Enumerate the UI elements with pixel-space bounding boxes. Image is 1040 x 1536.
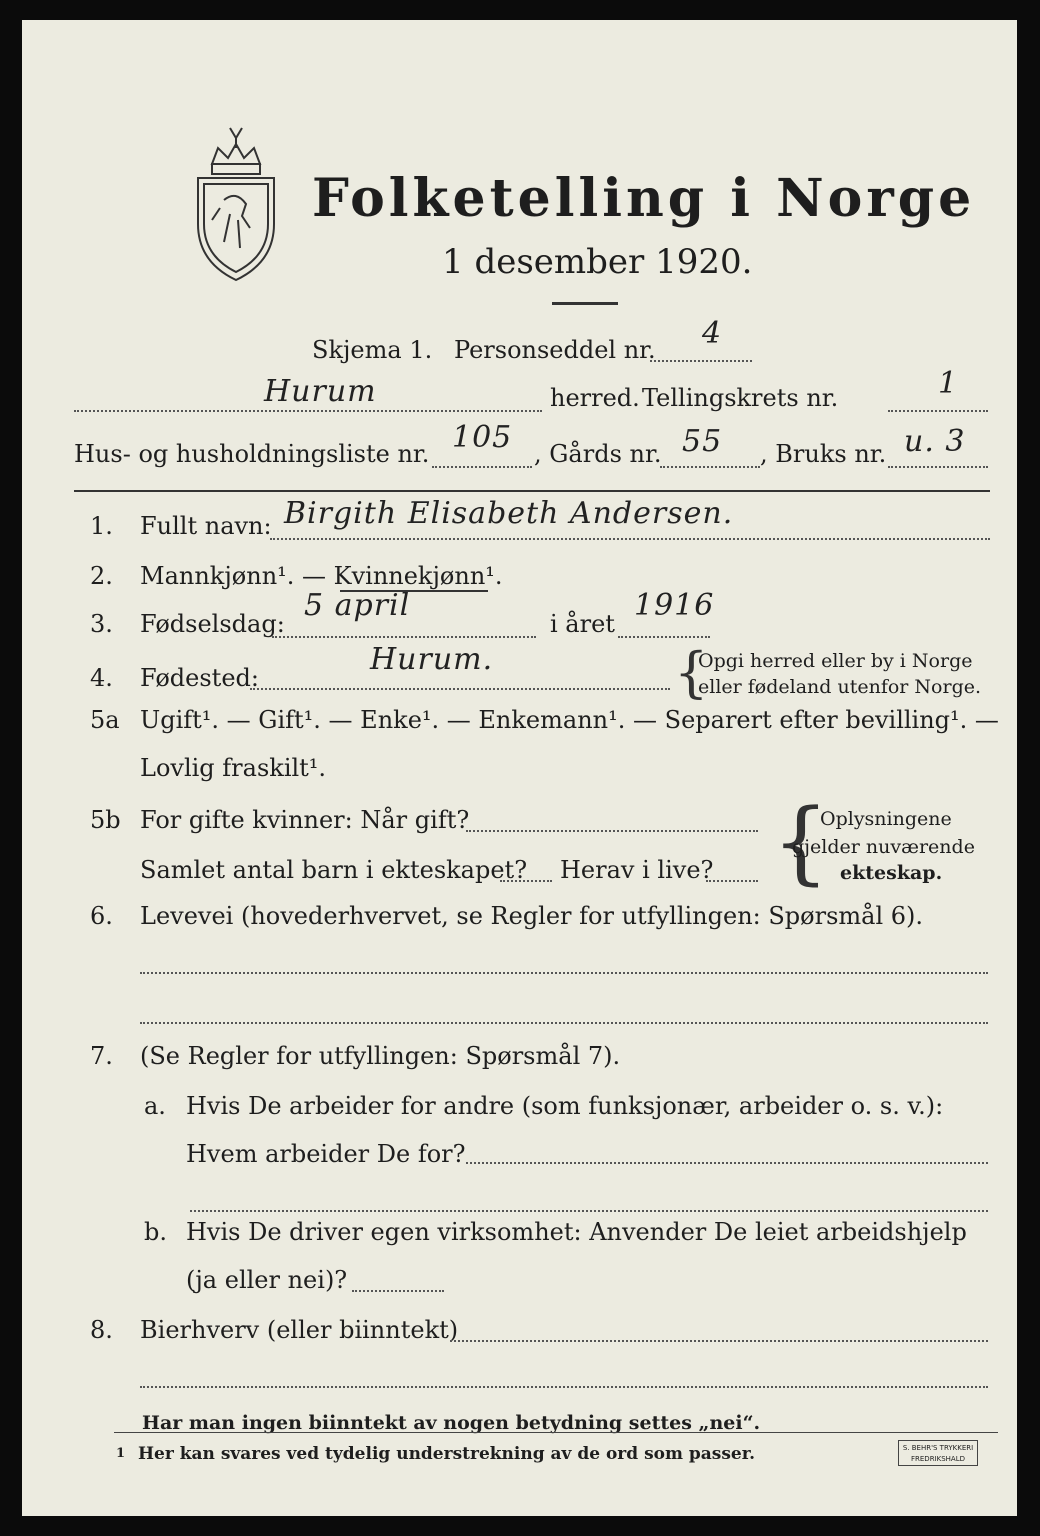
herred-label: herred. <box>550 384 640 412</box>
q6-number: 6. <box>90 902 113 930</box>
footer-divider <box>114 1432 998 1433</box>
coat-of-arms-icon <box>190 124 282 284</box>
q6-label: Levevei (hovederhvervet, se Regler for utfyllingen: Spørsmål 6). <box>140 902 924 930</box>
personseddel-label: Personseddel nr. <box>454 336 656 364</box>
q5b-alive-label: Herav i live? <box>560 856 714 884</box>
q8-line-1 <box>450 1340 988 1342</box>
q3-label: Fødselsdag: <box>140 610 285 638</box>
q5b-brace: { <box>772 790 830 895</box>
q4-brace: { <box>674 641 709 704</box>
tellingskrets-label: Tellingskrets nr. <box>642 384 839 412</box>
personseddel-line <box>650 360 752 362</box>
q4-line <box>250 688 670 690</box>
q7a-line-2 <box>190 1210 988 1212</box>
q3-number: 3. <box>90 610 113 638</box>
gards-value[interactable]: 55 <box>682 424 723 459</box>
footnote: Her kan svares ved tydelig understrekning av de ord som passer. <box>138 1444 756 1464</box>
bruks-value[interactable]: u. 3 <box>904 424 966 459</box>
q5a-line-1: Ugift¹. — Gift¹. — Enke¹. — Enkemann¹. — Separert efter bevilling¹. — <box>140 706 999 734</box>
q5b-number: 5b <box>90 806 121 834</box>
q4-value[interactable]: Hurum. <box>370 642 494 677</box>
schema-label: Skjema 1. <box>312 336 433 364</box>
q1-line <box>270 538 990 540</box>
census-form <box>22 20 1017 1516</box>
q7b-number: b. <box>144 1218 167 1246</box>
q3-year-value[interactable]: 1916 <box>634 588 715 623</box>
q6-line-2 <box>140 1022 988 1024</box>
q7b-sub-label: (ja eller nei)? <box>186 1266 348 1294</box>
q4-label: Fødested: <box>140 664 259 692</box>
q4-note-1: Opgi herred eller by i Norge <box>698 650 973 672</box>
q4-number: 4. <box>90 664 113 692</box>
q5a-line-2: Lovlig fraskilt¹. <box>140 754 327 782</box>
tellingskrets-line <box>888 410 988 412</box>
form-date: 1 desember 1920. <box>442 242 753 282</box>
q1-number: 1. <box>90 512 113 540</box>
q7b-line <box>352 1290 444 1292</box>
hus-label: Hus- og husholdningsliste nr. <box>74 440 430 468</box>
q1-value[interactable]: Birgith Elisabeth Andersen. <box>284 496 734 531</box>
q7-number: 7. <box>90 1042 113 1070</box>
tellingskrets-value[interactable]: 1 <box>938 366 959 401</box>
bruks-label: , Bruks nr. <box>760 440 887 468</box>
q8-number: 8. <box>90 1316 113 1344</box>
q5b-note-2: gjelder nuværende <box>792 836 975 858</box>
q4-note-2: eller fødeland utenfor Norge. <box>698 676 982 698</box>
q3-value[interactable]: 5 april <box>304 588 411 623</box>
q5a-number: 5a <box>90 706 120 734</box>
hus-line <box>432 466 532 468</box>
footer-note: Har man ingen biinntekt av nogen betydning settes „nei“. <box>142 1412 761 1434</box>
q8-line-2 <box>140 1386 988 1388</box>
q1-label: Fullt navn: <box>140 512 272 540</box>
title-divider <box>552 302 618 305</box>
form-title: Folketelling i Norge <box>312 168 976 229</box>
q3-year-label: i året <box>550 610 615 638</box>
q3-line <box>272 636 536 638</box>
q5b-married-line <box>466 830 758 832</box>
section-divider <box>74 490 990 492</box>
printer-stamp: S. BEHR'S TRYKKERI FREDRIKSHALD <box>898 1440 978 1466</box>
q7a-line-1 <box>466 1162 988 1164</box>
q7b-label: Hvis De driver egen virksomhet: Anvender De leiet arbeidshjelp <box>186 1218 967 1246</box>
q7-label: (Se Regler for utfyllingen: Spørsmål 7). <box>140 1042 621 1070</box>
q7a-sub-label: Hvem arbeider De for? <box>186 1140 466 1168</box>
footnote-number: 1 <box>116 1446 126 1461</box>
bruks-line <box>888 466 988 468</box>
q8-label: Bierhverv (eller biinntekt) <box>140 1316 459 1344</box>
q7a-label: Hvis De arbeider for andre (som funksjonær, arbeider o. s. v.): <box>186 1092 944 1120</box>
q2-label: Mannkjønn¹. — Kvinnekjønn¹. <box>140 562 503 590</box>
q5b-note-3: ekteskap. <box>840 862 943 884</box>
gards-label: , Gårds nr. <box>534 440 662 468</box>
q5b-children-label: Samlet antal barn i ekteskapet? <box>140 856 528 884</box>
herred-line <box>74 410 542 412</box>
herred-value[interactable]: Hurum <box>264 374 377 409</box>
q5b-line-1: For gifte kvinner: Når gift? <box>140 806 470 834</box>
q3-year-line <box>618 636 710 638</box>
personseddel-value[interactable]: 4 <box>702 316 723 351</box>
q7a-number: a. <box>144 1092 166 1120</box>
q2-number: 2. <box>90 562 113 590</box>
q6-line-1 <box>140 972 988 974</box>
gards-line <box>660 466 760 468</box>
hus-value[interactable]: 105 <box>452 420 513 455</box>
q5b-children-line <box>500 880 552 882</box>
q5b-note-1: Oplysningene <box>820 808 952 830</box>
q5b-alive-line <box>706 880 758 882</box>
